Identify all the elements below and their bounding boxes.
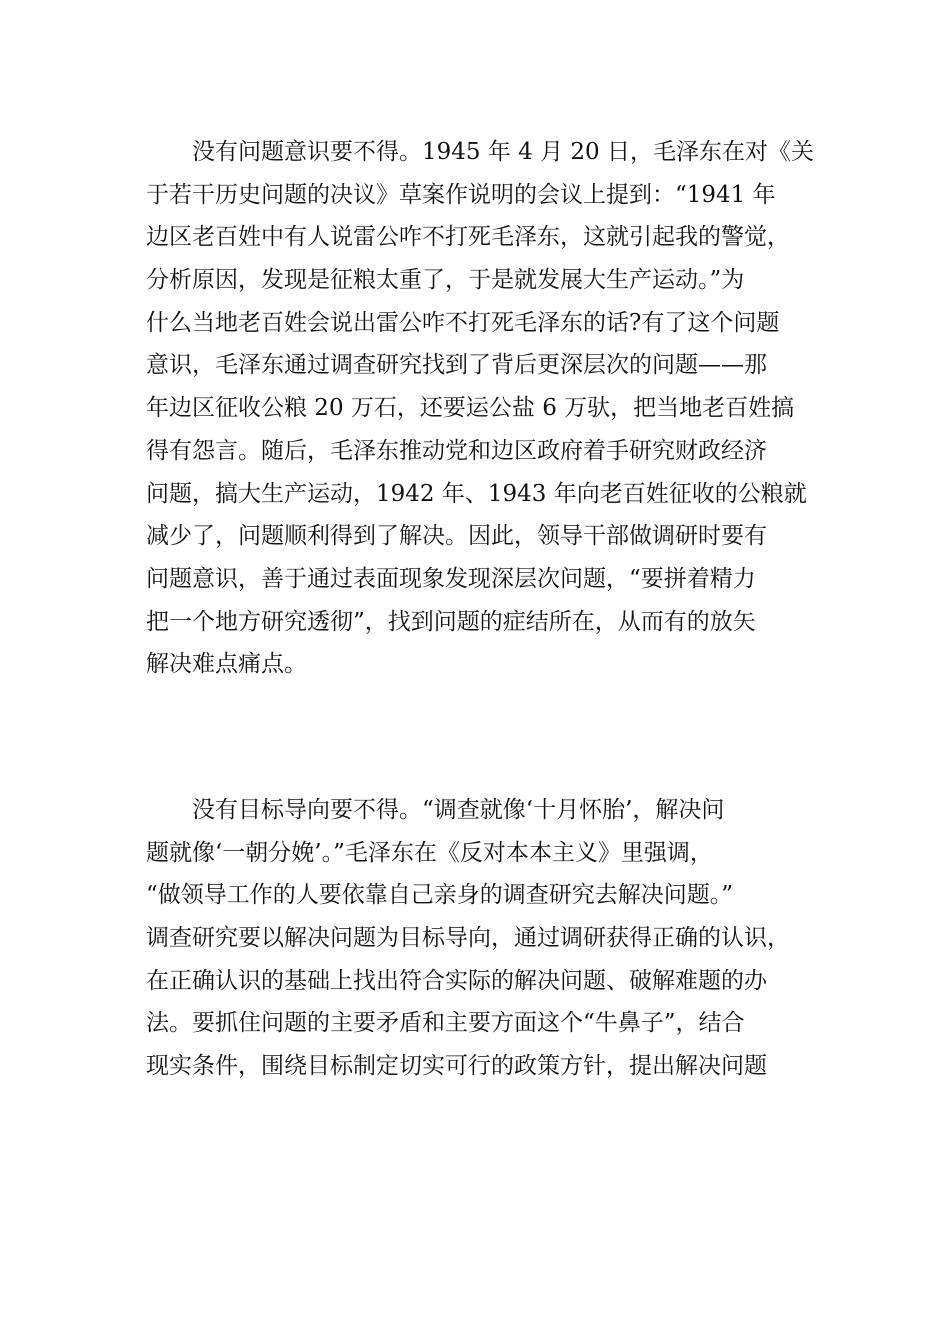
text-line: 减少了，问题顺利得到了解决。因此，领导干部做调研时要有 [146,523,767,550]
text-line: 调查研究要以解决问题为目标导向，通过调研获得正确的认识， [146,925,790,952]
text-line: 什么当地老百姓会说出雷公咋不打死毛泽东的话?有了这个问题 [146,309,780,336]
text-line: 法。要抓住问题的主要矛盾和主要方面这个“牛鼻子”，结合 [146,1010,745,1037]
text-line: 问题意识，善于通过表面现象发现深层次问题，“要拼着精力 [146,565,756,592]
text-line: 问题，搞大生产运动，1942 年、1943 年向老百姓征收的公粮就 [146,480,807,507]
text-line: “做领导工作的人要依靠自己亲身的调查研究去解决问题。” [146,882,734,909]
text-line: 在正确认识的基础上找出符合实际的解决问题、破解难题的办 [146,967,767,994]
text-line: 没有问题意识要不得。1945 年 4 月 20 日，毛泽东在对《关 [192,139,814,165]
text-line: 边区老百姓中有人说雷公咋不打死毛泽东，这就引起我的警觉， [146,224,790,251]
text-line: 得有怨言。随后，毛泽东推动党和边区政府着手研究财政经济 [146,437,767,464]
text-line: 现实条件，围绕目标制定切实可行的政策方针，提出解决问题 [146,1053,767,1080]
text-line: 于若干历史问题的决议》草案作说明的会议上提到：“1941 年 [146,181,776,208]
text-line: 解决难点痛点。 [146,651,307,678]
paragraph-goal-orientation [146,789,804,1088]
text-line: 年边区征收公粮 20 万石，还要运公盐 6 万驮，把当地老百姓搞 [146,395,795,422]
text-line: 题就像‘一朝分娩’。”毛泽东在《反对本本主义》里强调， [146,839,713,866]
text-line: 分析原因，发现是征粮太重了，于是就发展大生产运动。”为 [146,267,745,294]
paragraph-problem-awareness [146,131,814,686]
text-line: 没有目标导向要不得。“调查就像‘十月怀胎’，解决问 [192,797,725,823]
text-line: 意识，毛泽东通过调查研究找到了背后更深层次的问题——那 [146,352,767,379]
text-line: 把一个地方研究透彻”，找到问题的症结所在，从而有的放矢 [146,608,756,635]
